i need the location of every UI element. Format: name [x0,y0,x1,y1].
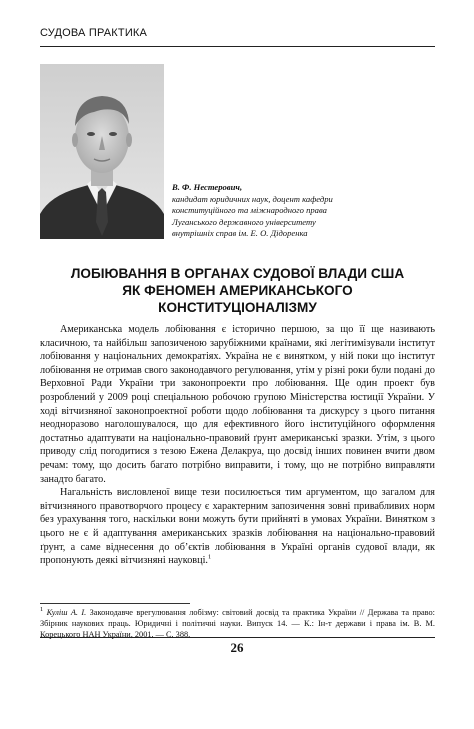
paragraph-text: Нагальність висловленої вище тези посилюється тим аргументом, що загалом для вітчизняного правотворчого процесу є характерним запозичення зовні привабливих норм без урахування того, наскільки вони можуть бути прийняті в умовах України. Винятком з цього не є й адаптування американських зразків лобіювання на національно-правовий ґрунт, а саме віднесення до об’єктів лобіювання в Україні органів судової влади, як пропонують деякі вітчизняні науковці. [40,487,435,567]
author-affiliation-line: конституційного та міжнародного права [172,205,327,216]
author-info [172,182,437,240]
paragraph-text: Американська модель лобіювання є історично першою, за що її ще називають класичною, та найбільш запозиченою зарубіжними країнами, які легітимізували інститут лобіювання у національних демократіях. Україна не є винятком, у ній поки що інститут лобіювання не отримав свого законодавчого регулювання, утім у різні роки були подані до Верховної Ради України три законопроекти про лобіювання. Ще один проект був розроблений у 2009 році спеціальною робочою групою Міністерства юстиції України. У ході вітчизняної законопроектної роботи щодо лобіювання та дискурсу з цього питання неодноразово наголошувалося, що для ефективного його інституційного оформлення достатньо адаптувати на національно-правовий ґрунт американські зразки. Утім, з цього приводу слід погодитися з тезою Ежена Делакруа, що досвід інших повинен вчити двом речам: тому, що досить багато потрібно виправити, і тому, що не потрібно виправляти занадто багато. [40,324,435,485]
title-line: ЛОБІЮВАННЯ В ОРГАНАХ СУДОВОЇ ВЛАДИ США [70,266,405,281]
body-paragraph [40,486,435,568]
header-rule [40,46,435,47]
footnote-marker: 1 [40,606,44,614]
article-body [40,323,435,568]
author-name: В. Ф. Нестерович, [172,182,243,192]
running-header: СУДОВА ПРАКТИКА [40,27,148,39]
author-affiliation-line: внутрішніх справ ім. Е. О. Дідоренка [172,228,308,239]
footnote-rule [40,603,190,604]
author-photo [40,64,164,239]
footnote-reference[interactable]: 1 [207,553,212,561]
author-affiliation-line: кандидат юридичних наук, доцент кафедри [172,193,333,204]
article-title [40,265,435,316]
body-paragraph [40,323,435,486]
footnote-text: Законодавче врегулювання лобізму: світовий досвід та практика України // Держава та право: Збірник наукових праць. Юридичні і політичні науки. Випуск 14. — К.: Ін-т держави і права ім. В. М. Корецького НАН України, 2001. — С. 388. [40,608,435,639]
page-rule [40,637,435,638]
title-line: КОНСТИТУЦІОНАЛІЗМУ [158,300,317,315]
page-number: 26 [230,640,244,655]
author-affiliation-line: Луганського державного університету [172,216,316,227]
footnote-author: Куліш А. І. [46,608,87,617]
footnote [40,607,435,640]
title-line: ЯК ФЕНОМЕН АМЕРИКАНСЬКОГО [122,283,353,298]
